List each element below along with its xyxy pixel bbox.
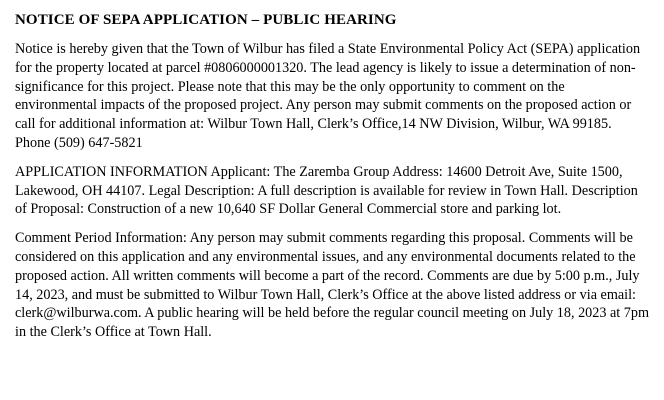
notice-paragraph-comment-period: Comment Period Information: Any person may submit comments regarding this proposal. Comments will be considered on this application and any environmental issues, and any environmental documents related to the proposed action. All written comments will become a part of the record. Comments are due by 5:00 p.m., July 14, 2023, and must be submitted to Wilbur Town Hall, Clerk’s Office at the above listed address or via email: clerk@wilburwa.com. A public hearing will be held before the regular council meeting on July 18, 2023 at 7pm in the Clerk’s Office at Town Hall. (15, 230, 649, 341)
notice-paragraph-intro: Notice is hereby given that the Town of Wilbur has filed a State Environmental Policy Act (SEPA) application for the property located at parcel #0806000001320. The lead agency is likely to issue a determination of non-significance for this project. Please note that this may be the only opportunity to comment on the environmental impacts of the proposed project. Any person may submit comments on the proposed action or call for additional information at: Wilbur Town Hall, Clerk’s Office,14 NW Division, Wilbur, WA 99185. Phone (509) 647-5821 (15, 41, 641, 151)
notice-title: NOTICE OF SEPA APPLICATION – PUBLIC HEARING (15, 12, 397, 28)
notice-paragraph-application-information: APPLICATION INFORMATION Applicant: The Zaremba Group Address: 14600 Detroit Ave, Suite 1500, Lakewood, OH 44107. Legal Description: A full description is available for review in Town Hall. Description of Proposal: Construction of a new 10,640 SF Dollar General Commercial store and parking lot. (15, 163, 638, 218)
